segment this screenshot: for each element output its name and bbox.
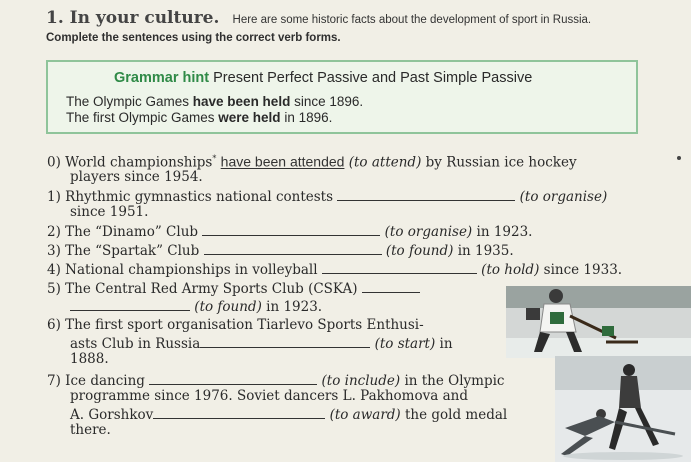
exercise-item-5 bbox=[47, 278, 420, 298]
item-text: in 1923. bbox=[476, 224, 533, 240]
item-number: 2) bbox=[47, 224, 61, 240]
exercise-item-3 bbox=[47, 240, 514, 260]
exercise-item-0-cont bbox=[70, 168, 203, 186]
verb-hint: (to attend) bbox=[348, 154, 422, 171]
example-text: The Olympic Games bbox=[66, 94, 193, 109]
exercise-item-4 bbox=[47, 259, 622, 279]
exercise-item-0: 0) World championships* have been attended (to attend) by Russian ice hockey bbox=[47, 153, 577, 171]
item-text: there. bbox=[70, 422, 111, 438]
ice-dancing-photo bbox=[555, 356, 691, 462]
grammar-hint-subtitle: Present Perfect Passive and Past Simple Passive bbox=[213, 70, 533, 86]
grammar-example-1 bbox=[66, 94, 363, 109]
item-number: 4) bbox=[47, 262, 61, 278]
item-number: 7) bbox=[47, 373, 61, 389]
example-answer: have been attended bbox=[220, 153, 345, 170]
item-number: 6) bbox=[47, 317, 61, 333]
verb-hint: (to found) bbox=[194, 299, 262, 315]
exercise-item-7-cont bbox=[70, 387, 468, 405]
verb-hint: (to start) bbox=[374, 336, 436, 352]
answer-blank[interactable] bbox=[200, 333, 370, 348]
item-number: 1) bbox=[47, 189, 61, 205]
item-text: players since 1954. bbox=[70, 169, 203, 185]
item-text: since 1951. bbox=[70, 204, 149, 220]
item-text: asts Club in Russia bbox=[70, 336, 201, 352]
verb-hint: (to hold) bbox=[481, 262, 540, 278]
grammar-hint-label: Grammar hint bbox=[114, 70, 210, 86]
item-number: 0) bbox=[47, 154, 61, 171]
item-text: in 1935. bbox=[457, 243, 514, 259]
exercise-header bbox=[46, 8, 591, 28]
item-text: in bbox=[439, 336, 453, 352]
verb-hint: (to organise) bbox=[384, 224, 473, 240]
item-text: World championships bbox=[65, 154, 213, 171]
item-text: programme since 1976. Soviet dancers L. Pakhomova and bbox=[70, 388, 468, 404]
exercise-description: Here are some historic facts about the development of sport in Russia. bbox=[232, 14, 592, 26]
item-text: Rhythmic gymnastics national contests bbox=[65, 189, 334, 205]
item-text: The “Spartak” Club bbox=[65, 243, 200, 259]
exercise-item-7-cont2 bbox=[70, 404, 507, 424]
item-text: National championships in volleyball bbox=[65, 262, 318, 278]
answer-blank[interactable] bbox=[322, 259, 477, 274]
example-highlight: were held bbox=[218, 110, 281, 125]
margin-dot bbox=[677, 156, 681, 160]
example-text: The first Olympic Games bbox=[66, 110, 219, 125]
item-text: Ice dancing bbox=[65, 373, 145, 389]
exercise-item-6-cont bbox=[70, 333, 453, 353]
exercise-number: 1. In your culture. bbox=[46, 8, 220, 28]
exercise-item-6 bbox=[47, 316, 424, 334]
verb-hint: (to found) bbox=[385, 243, 454, 259]
verb-hint: (to include) bbox=[321, 373, 401, 389]
answer-blank[interactable] bbox=[149, 370, 317, 385]
item-text: by Russian ice hockey bbox=[425, 154, 577, 171]
example-text: since 1896. bbox=[290, 94, 364, 109]
item-text: in 1923. bbox=[266, 299, 323, 315]
exercise-item-7-cont3 bbox=[70, 421, 111, 439]
example-highlight: have been held bbox=[192, 94, 291, 109]
item-number: 5) bbox=[47, 281, 61, 297]
item-text: The first sport organisation Tiarlevo Sports Enthusi- bbox=[65, 317, 424, 333]
item-text: in the Olympic bbox=[404, 373, 505, 389]
answer-blank[interactable] bbox=[70, 296, 190, 311]
item-text: The “Dinamo” Club bbox=[65, 224, 199, 240]
item-number: 3) bbox=[47, 243, 61, 259]
item-text: A. Gorshkov bbox=[70, 407, 154, 423]
example-text: in 1896. bbox=[280, 110, 333, 125]
hockey-player-photo bbox=[506, 286, 691, 358]
item-text: 1888. bbox=[70, 351, 109, 367]
exercise-item-6-cont2 bbox=[70, 350, 109, 368]
exercise-instruction: Complete the sentences using the correct verb forms. bbox=[46, 32, 341, 44]
answer-blank[interactable] bbox=[337, 186, 515, 201]
answer-blank[interactable] bbox=[202, 221, 380, 236]
answer-blank[interactable] bbox=[204, 240, 382, 255]
item-text: The Central Red Army Sports Club (CSKA) bbox=[65, 281, 358, 297]
answer-blank[interactable] bbox=[153, 404, 325, 419]
item-text: since 1933. bbox=[543, 262, 623, 278]
answer-blank[interactable] bbox=[362, 278, 420, 293]
exercise-item-1-cont bbox=[70, 203, 148, 221]
grammar-hint-box bbox=[46, 60, 638, 134]
exercise-item-2 bbox=[47, 221, 532, 241]
verb-hint: (to organise) bbox=[519, 189, 608, 205]
item-text: the gold medal bbox=[405, 407, 508, 423]
grammar-hint-title bbox=[114, 70, 532, 86]
exercise-item-5-cont bbox=[70, 296, 322, 316]
verb-hint: (to award) bbox=[329, 407, 401, 423]
grammar-example-2 bbox=[66, 110, 332, 125]
